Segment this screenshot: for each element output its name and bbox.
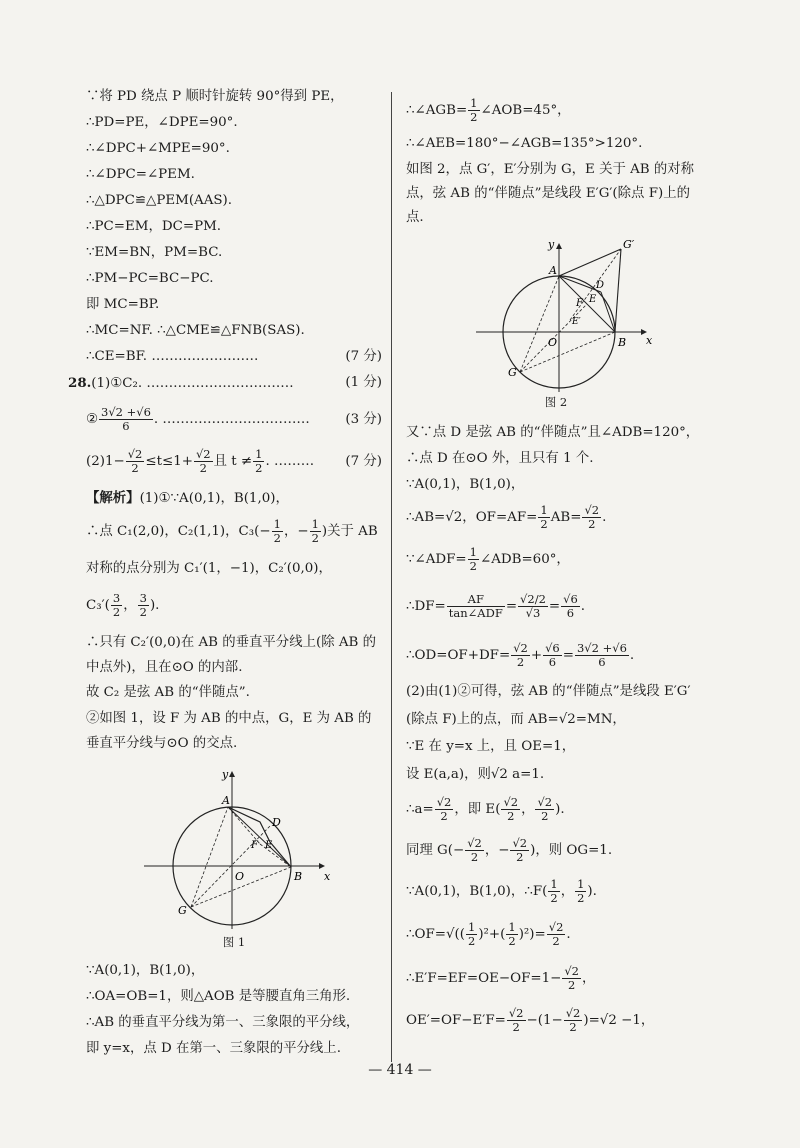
numerator: √2 (436, 795, 452, 809)
text-line (86, 484, 382, 512)
text-line: ∴MC=NF. ∴△CME≌△FNB(SAS). (86, 323, 305, 338)
fraction (561, 593, 580, 620)
fraction (253, 448, 264, 475)
text-line: 设 E(a,a)，则√2 a=1. (406, 767, 545, 782)
line-db (601, 292, 615, 332)
fraction: $\frac{1}{2}$ (550, 877, 558, 905)
numerator: 1 (470, 96, 478, 110)
text: ∴a= (406, 802, 434, 817)
fraction (468, 546, 479, 573)
text: ∴∠AGB= (406, 103, 468, 118)
text-line: ∴OA=OB=1，则△AOB 是等腰直角三角形. (86, 989, 351, 1004)
text-line: 对称的点分别为 C₁′(1，−1)，C₂′(0,0)， (86, 561, 332, 576)
text: ② (86, 412, 99, 427)
text: ∴CE=BF. …………………… (86, 349, 259, 364)
line-ad (559, 276, 601, 292)
text-line: (除点 F)上的点，而 AB=√2=MN， (406, 712, 626, 727)
text-line: ∴点 C₁(2,0)，C₂(1,1)，C₃(− $\frac{1}{2}$ ，− $\frac{1}{2}$ )关于 AB (86, 517, 378, 545)
text-line: ∵E 在 y=x 上，且 OE=1， (406, 739, 576, 754)
score-line (68, 374, 382, 400)
fraction: $\frac{√2}{2}$ (565, 1006, 581, 1034)
text-line: ∵A(0,1)，B(1,0)， (406, 477, 525, 492)
text: = (505, 599, 518, 614)
text: =√2 −1， (588, 1013, 655, 1028)
numerator: √2 (127, 447, 143, 461)
text-line: 又∵点 D 是弦 AB 的“伴随点”且∠ADB=120°， (406, 425, 700, 440)
text: = (534, 927, 546, 942)
text-line (406, 540, 706, 580)
fraction: $\frac{√2}{2}$ (503, 795, 519, 823)
denominator: 2 (469, 559, 477, 573)
fraction (194, 448, 213, 475)
label-e: E (265, 840, 273, 851)
text-line: ∴AB 的垂直平分线为第一、三象限的平分线， (86, 1015, 360, 1030)
label-f: F (251, 840, 258, 851)
text-line: ∵A(0,1)，B(1,0)， (86, 963, 205, 978)
text: AB= (550, 510, 582, 525)
text: 且 t ≠ (213, 454, 253, 469)
text-line: ∴E′F=EF=OE−OF=1− $\frac{√2}{2}$ ， (406, 964, 596, 992)
denominator: 2 (440, 809, 448, 823)
denominator: 2 (139, 605, 147, 619)
score-line (86, 348, 382, 374)
text: ∴DF= (406, 599, 446, 614)
text-line (406, 94, 706, 130)
fraction (99, 406, 153, 433)
denominator: 6 (566, 606, 575, 620)
text-line: ∵EM=BN，PM=BC. (86, 245, 223, 260)
score: (7 分) (345, 349, 382, 364)
label-g: G (508, 366, 517, 379)
text-paragraph: ∴只有 C₂′(0,0)在 AB 的垂直平分线上(除 AB 的中点外)，且在⊙O 的内部. (86, 635, 377, 675)
left-column (68, 88, 382, 1062)
label-b: B (618, 336, 627, 349)
text-line: OE′=OF−E′F= $\frac{√2}{2}$ −(1− $\frac{√2}{2}$ )=√2 −1， (406, 1006, 655, 1034)
text: ∵∠ADF= (406, 552, 467, 567)
label-x: x (324, 870, 331, 883)
score: (1 分) (345, 375, 382, 390)
text: ∴AB=√2，OF=AF= (406, 510, 538, 525)
text: ∴E′F=EF=OE−OF=1− (406, 971, 562, 986)
fraction: $\frac{√2}{2}$ (564, 964, 579, 992)
fraction: $\frac{√2}{2}$ (548, 920, 564, 948)
label-g: G (178, 904, 187, 917)
fraction (447, 593, 505, 620)
line-g-prime-b (615, 249, 621, 332)
text: ，则 OG=1. (535, 843, 613, 858)
numerator: √2 (513, 641, 528, 655)
text-line: ∴∠DPC=∠PEM. (86, 167, 195, 182)
fraction (511, 642, 530, 669)
text-line: 同理 G(− $\frac{√2}{2}$ ，− $\frac{√2}{2}$ )，则 OG=1. (406, 836, 613, 864)
numerator: 3√2 +√6 (101, 405, 151, 419)
figure-1-caption: 图 1 (222, 935, 246, 949)
text-line: ∴∠DPC+∠MPE=90°. (86, 141, 230, 156)
denominator: 2 (273, 531, 281, 545)
text-line: ∴OF=√(( $\frac{1}{2}$ )²+( $\frac{1}{2}$ )²)= $\frac{√2}{2}$ . (406, 920, 571, 948)
score: (3 分) (345, 412, 382, 427)
text: ∵A(0,1)，B(1,0)，∴F (406, 884, 543, 899)
label-e: E (589, 294, 597, 305)
fraction (468, 97, 479, 124)
fraction: $\frac{√2}{2}$ (537, 795, 553, 823)
text-line: (2)由(1)②可得，弦 AB 的“伴随点”是线段 E′G′ (406, 684, 691, 699)
line-gb (520, 332, 615, 372)
denominator: 6 (548, 655, 557, 669)
figure-1 (134, 764, 334, 934)
text: ∴OF= (406, 927, 447, 942)
denominator: 6 (122, 419, 130, 433)
text-line: ∴AB=√2，OF=AF= $\frac{1}{2}$ AB= $\frac{√2}{2}$ . (406, 503, 607, 531)
text: (1)①C₂. …………………………… (91, 376, 294, 391)
fraction: $\frac{√2}{2}$ (512, 836, 528, 864)
numerator: AF (447, 593, 505, 607)
text: . ……… (265, 454, 315, 469)
text-line: ∴∠AEB=180°−∠AGB=135°>120°. (406, 136, 643, 151)
text-paragraph: 如图 2，点 G′，E′分别为 G，E 关于 AB 的对称点，弦 AB 的“伴随点”是线段 E′G′(除点 F)上的点. (406, 162, 695, 225)
text-line: 即 MC=BP. (86, 297, 160, 312)
text-line: ∴点 D 在⊙O 外，且只有 1 个. (406, 451, 594, 466)
fraction (435, 796, 454, 823)
text-line: ∵A(0,1)，B(1,0)，∴F( $\frac{1}{2}$ ， $\frac{1}{2}$ ). (406, 877, 597, 905)
text: (1)①∵A(0,1)，B(1,0)， (139, 491, 289, 506)
fraction (310, 518, 321, 545)
figure-2 (456, 234, 656, 394)
fraction (543, 642, 562, 669)
text-line: ∴OD=OF+DF= $\frac{√2}{2}$ + $\frac{√6}{6}$ = $\frac{3√2 +√6}{6}$ . (406, 641, 635, 669)
text-line: ∴△DPC≌△PEM(AAS). (86, 193, 233, 208)
label-o: O (235, 870, 245, 883)
fraction: $\frac{1}{2}$ (468, 920, 476, 948)
text: ∴点 C₁(2,0)，C₂(1,1)，C₃ (86, 524, 255, 539)
text-line: ∵将 PD 绕点 P 顺时针旋转 90°得到 PE， (86, 89, 344, 104)
text: OE′=OF−E′F= (406, 1013, 506, 1028)
text: 同理 G (406, 843, 448, 858)
denominator: 2 (311, 531, 319, 545)
denominator: 2 (516, 655, 525, 669)
text-paragraph: ②如图 1，设 F 为 AB 的中点，G，E 为 AB 的垂直平分线与⊙O 的交点. (86, 711, 372, 751)
text-line: C₃′( $\frac{3}{2}$ ， $\frac{3}{2}$ ). (86, 591, 160, 619)
text: ∠ADB=60°， (480, 552, 570, 567)
question-number: 28. (68, 375, 92, 391)
numerator: √6 (563, 592, 578, 606)
label-b: B (294, 870, 303, 883)
denominator: 2 (112, 605, 121, 619)
text-line: ∴DF= AF tan∠ADF = $\frac{√2/2}{√3}$ = $\frac{√6}{6}$ . (406, 592, 586, 620)
numerator: 3√2 +√6 (576, 641, 627, 655)
score-line (86, 400, 382, 442)
fraction (111, 592, 122, 619)
score-line (86, 442, 382, 484)
denominator: 6 (598, 655, 606, 669)
fraction (272, 518, 283, 545)
numerator: 3 (112, 591, 121, 605)
text: . …………………………… (153, 412, 310, 427)
fraction (538, 504, 549, 531)
label-a: A (222, 794, 230, 807)
text-line: ∴PM−PC=BC−PC. (86, 271, 214, 286)
denominator: tan∠ADF (448, 606, 503, 620)
numerator: √2 (584, 503, 600, 517)
line-ga (191, 807, 228, 907)
fraction: $\frac{√2}{2}$ (508, 1006, 524, 1034)
numerator: √2 (195, 447, 211, 461)
fraction (582, 504, 601, 531)
column-divider (391, 92, 392, 1062)
label-f: F (576, 298, 583, 309)
label-e-prime: E′ (572, 317, 581, 327)
text: ∴OD=OF+DF= (406, 648, 511, 663)
label-d: D (272, 816, 281, 829)
text: ∠AOB=45°， (480, 103, 571, 118)
fraction (575, 642, 629, 669)
numerator: √2/2 (520, 592, 546, 606)
text: ≤t≤1+ (145, 454, 193, 469)
fraction (138, 592, 149, 619)
text-line: ∴PC=EM，DC=PM. (86, 219, 222, 234)
denominator: √3 (525, 606, 541, 620)
text: = (548, 599, 561, 614)
numerator: 1 (540, 503, 548, 517)
text-line: 即 y=x，点 D 在第一、三象限的平分线上. (86, 1041, 341, 1056)
numerator: 3 (139, 591, 147, 605)
text-line: 故 C₂ 是弦 AB 的“伴随点”. (86, 685, 250, 700)
numerator: 1 (469, 545, 477, 559)
fraction (518, 593, 548, 620)
text-line: ∴a= $\frac{√2}{2}$ ，即 E( $\frac{√2}{2}$ ， $\frac{√2}{2}$ ). (406, 795, 565, 823)
line-ae (228, 807, 260, 844)
denominator: 2 (255, 461, 263, 475)
denominator: 2 (588, 517, 596, 531)
line-ga (520, 276, 559, 372)
analysis-tag: 【解析】 (86, 490, 140, 506)
text: ，即 E (454, 802, 496, 817)
right-column (406, 94, 706, 1042)
numerator: √6 (545, 641, 560, 655)
label-x: x (646, 334, 653, 347)
denominator: 2 (199, 461, 207, 475)
text-line: ∴PD=PE，∠DPE=90°. (86, 115, 238, 130)
text: C₃′ (86, 598, 105, 613)
label-a: A (549, 264, 557, 277)
label-y: y (548, 238, 555, 251)
numerator: 1 (311, 517, 319, 531)
figure-2-caption: 图 2 (544, 395, 568, 409)
denominator: 2 (131, 461, 139, 475)
text: 关于 AB (327, 524, 378, 539)
numerator: 1 (273, 517, 281, 531)
label-y: y (222, 768, 229, 781)
fraction: $\frac{1}{2}$ (508, 920, 516, 948)
page-number: — 414 — (368, 1062, 432, 1078)
fraction: $\frac{√2}{2}$ (467, 836, 482, 864)
label-g-prime: G′ (623, 238, 635, 251)
label-d: D (596, 280, 605, 291)
denominator: 2 (540, 517, 548, 531)
numerator: 1 (255, 447, 263, 461)
fraction (126, 448, 145, 475)
label-o: O (548, 336, 558, 349)
fraction: $\frac{1}{2}$ (577, 877, 585, 905)
denominator: 2 (470, 110, 478, 124)
score: (7 分) (345, 454, 382, 469)
text: (2)1− (86, 454, 125, 469)
